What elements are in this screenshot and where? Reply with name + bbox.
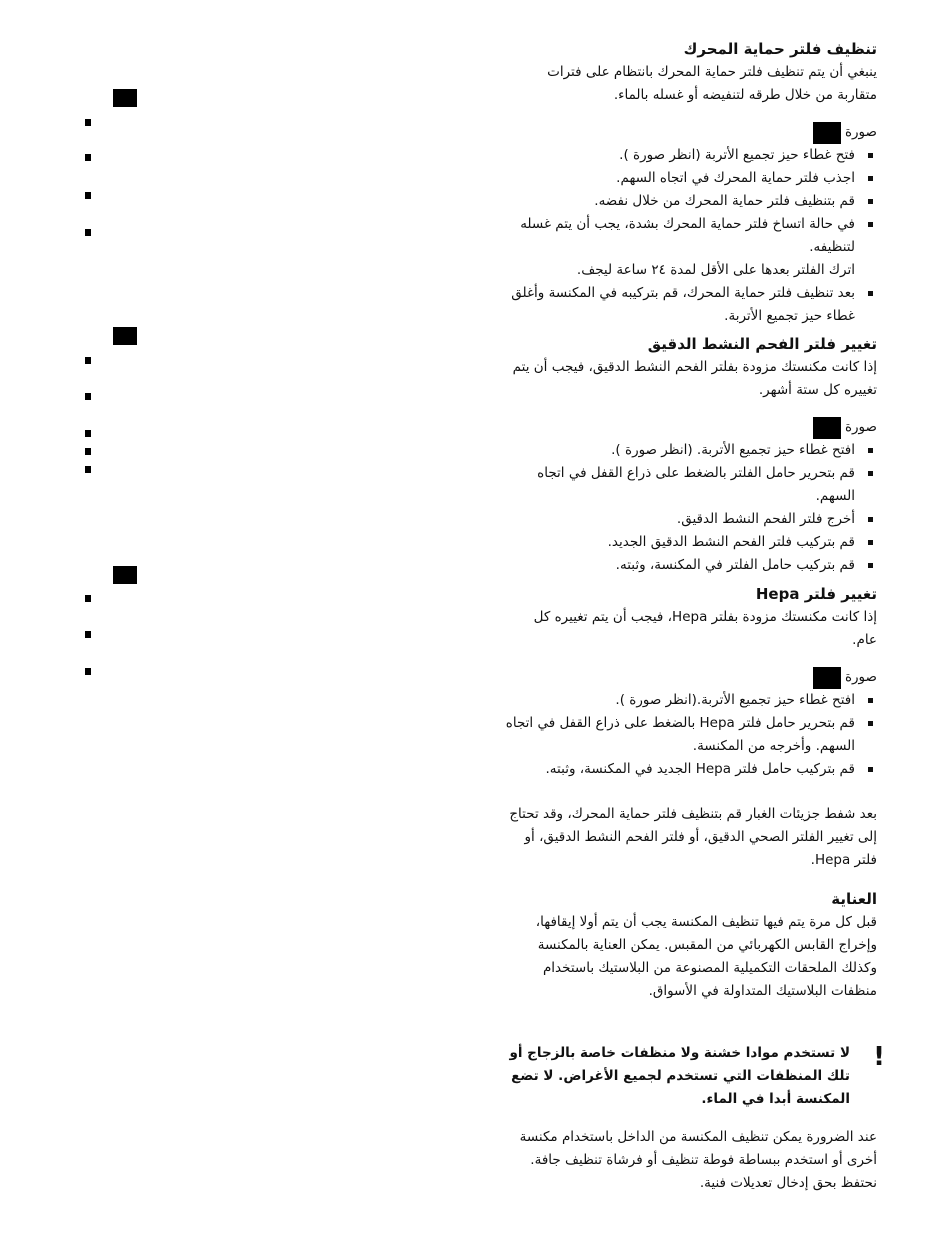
bullet-marker (85, 229, 91, 236)
section-title: تنظيف فلتر حماية المحرك (683, 40, 877, 58)
section-title: تغيير فلتر Hepa (755, 585, 877, 603)
list-item: فتح غطاء حيز تجميع الأتربة (انظر صورة ). (505, 144, 877, 167)
section-intro: إذا كانت مكنستك مزودة بفلتر Hepa، فيجب أن يتم تغييره كل عام. (533, 609, 877, 648)
steps-list (505, 282, 877, 328)
section-care (505, 888, 877, 1003)
list-item: قم بتحرير حامل الفلتر بالضغط على ذراع القفل في اتجاه السهم. (505, 462, 877, 508)
list-item: أخرج فلتر الفحم النشط الدقيق. (505, 508, 877, 531)
bullet-marker (85, 466, 91, 473)
bullet-marker (85, 595, 91, 602)
bullet-marker (85, 357, 91, 364)
list-item: بعد تنظيف فلتر حماية المحرك، قم بتركيبه في المكنسة وأغلق غطاء حيز تجميع الأتربة. (505, 282, 877, 328)
after-text: بعد شفط جزيئات الغبار قم بتنظيف فلتر حماية المحرك، وقد تحتاج إلى تغيير الفلتر الصحي الدقيق، أو فلتر الفحم النشط الدقيق، أو فلتر Hepa. (509, 806, 877, 868)
bullet-marker (85, 668, 91, 675)
warning-icon: ! (873, 1042, 885, 1072)
steps-list (505, 144, 877, 259)
figure-number-box (813, 417, 841, 439)
bullet-marker (85, 119, 91, 126)
section-intro: ينبغي أن يتم تنظيف فلتر حماية المحرك بانتظام على فترات متقاربة من خلال طرقه لتنفيضه أو غسله بالماء. (547, 64, 877, 103)
steps-list (505, 439, 877, 577)
figure-placeholder (113, 89, 137, 107)
warning-block (505, 1042, 885, 1111)
list-item: قم بتنظيف فلتر حماية المحرك من خلال نفضه. (505, 190, 877, 213)
section-carbon-filter (505, 333, 877, 577)
list-item: افتح غطاء حيز تجميع الأتربة.(انظر صورة ). (505, 689, 877, 712)
care-body: قبل كل مرة يتم فيها تنظيف المكنسة يجب أن يتم أولا إيقافها، وإخراج القابس الكهربائي من المقبس. يمكن العناية بالمكنسة وكذلك الملحقات التكميلية المصنوعة من البلاستيك باستخدام منظفات البلاستيك المتداولة في الأسواق. (535, 914, 877, 999)
bullet-marker (85, 448, 91, 455)
section-title: تغيير فلتر الفحم النشط الدقيق (647, 335, 877, 353)
figure-number-box (813, 667, 841, 689)
figure-placeholder (113, 327, 137, 345)
bullet-marker (85, 393, 91, 400)
list-item: افتح غطاء حيز تجميع الأتربة. (انظر صورة ). (505, 439, 877, 462)
bullet-marker (85, 430, 91, 437)
section-hepa-filter (505, 583, 877, 872)
figure-reference (505, 416, 877, 439)
list-item: قم بتحرير حامل فلتر Hepa بالضغط على ذراع القفل في اتجاه السهم. وأخرجه من المكنسة. (505, 712, 877, 758)
list-item: قم بتركيب حامل فلتر Hepa الجديد في المكنسة، وثبته. (505, 758, 877, 781)
footer-note: نحتفظ بحق إدخال تعديلات فنية. (699, 1175, 877, 1191)
figure-label: صورة (844, 124, 877, 140)
warning-text: لا تستخدم موادا خشنة ولا منظفات خاصة بالزجاج أو تلك المنظفات التي تستخدم لجميع الأغراض. لا تضع المكنسة أبدا في الماء. (509, 1045, 850, 1107)
list-item: قم بتركيب حامل الفلتر في المكنسة، وثبته. (505, 554, 877, 577)
section-care-extra (505, 1126, 877, 1195)
note-text: اترك الفلتر بعدها على الأقل لمدة ٢٤ ساعة ليجف. (576, 262, 855, 278)
figure-number-box (813, 122, 841, 144)
list-item: قم بتركيب فلتر الفحم النشط الدقيق الجديد. (505, 531, 877, 554)
bullet-marker (85, 631, 91, 638)
list-item: في حالة اتساخ فلتر حماية المحرك بشدة، يجب أن يتم غسله لتنظيفه. (505, 213, 877, 259)
section-intro: إذا كانت مكنستك مزودة بفلتر الفحم النشط الدقيق، فيجب أن يتم تغييره كل ستة أشهر. (512, 359, 877, 398)
section-title: العناية (831, 890, 877, 908)
figure-label: صورة (844, 419, 877, 435)
list-item: اجذب فلتر حماية المحرك في اتجاه السهم. (505, 167, 877, 190)
section-motor-filter (505, 38, 877, 328)
figure-reference (505, 666, 877, 689)
figure-reference (505, 121, 877, 144)
figure-placeholder (113, 566, 137, 584)
bullet-marker (85, 154, 91, 161)
steps-list (505, 689, 877, 781)
bullet-marker (85, 192, 91, 199)
figure-label: صورة (844, 669, 877, 685)
care-extra-text: عند الضرورة يمكن تنظيف المكنسة من الداخل باستخدام مكنسة أخرى أو استخدم ببساطة فوطة تنظيف أو فرشاة تنظيف جافة. (519, 1129, 877, 1168)
